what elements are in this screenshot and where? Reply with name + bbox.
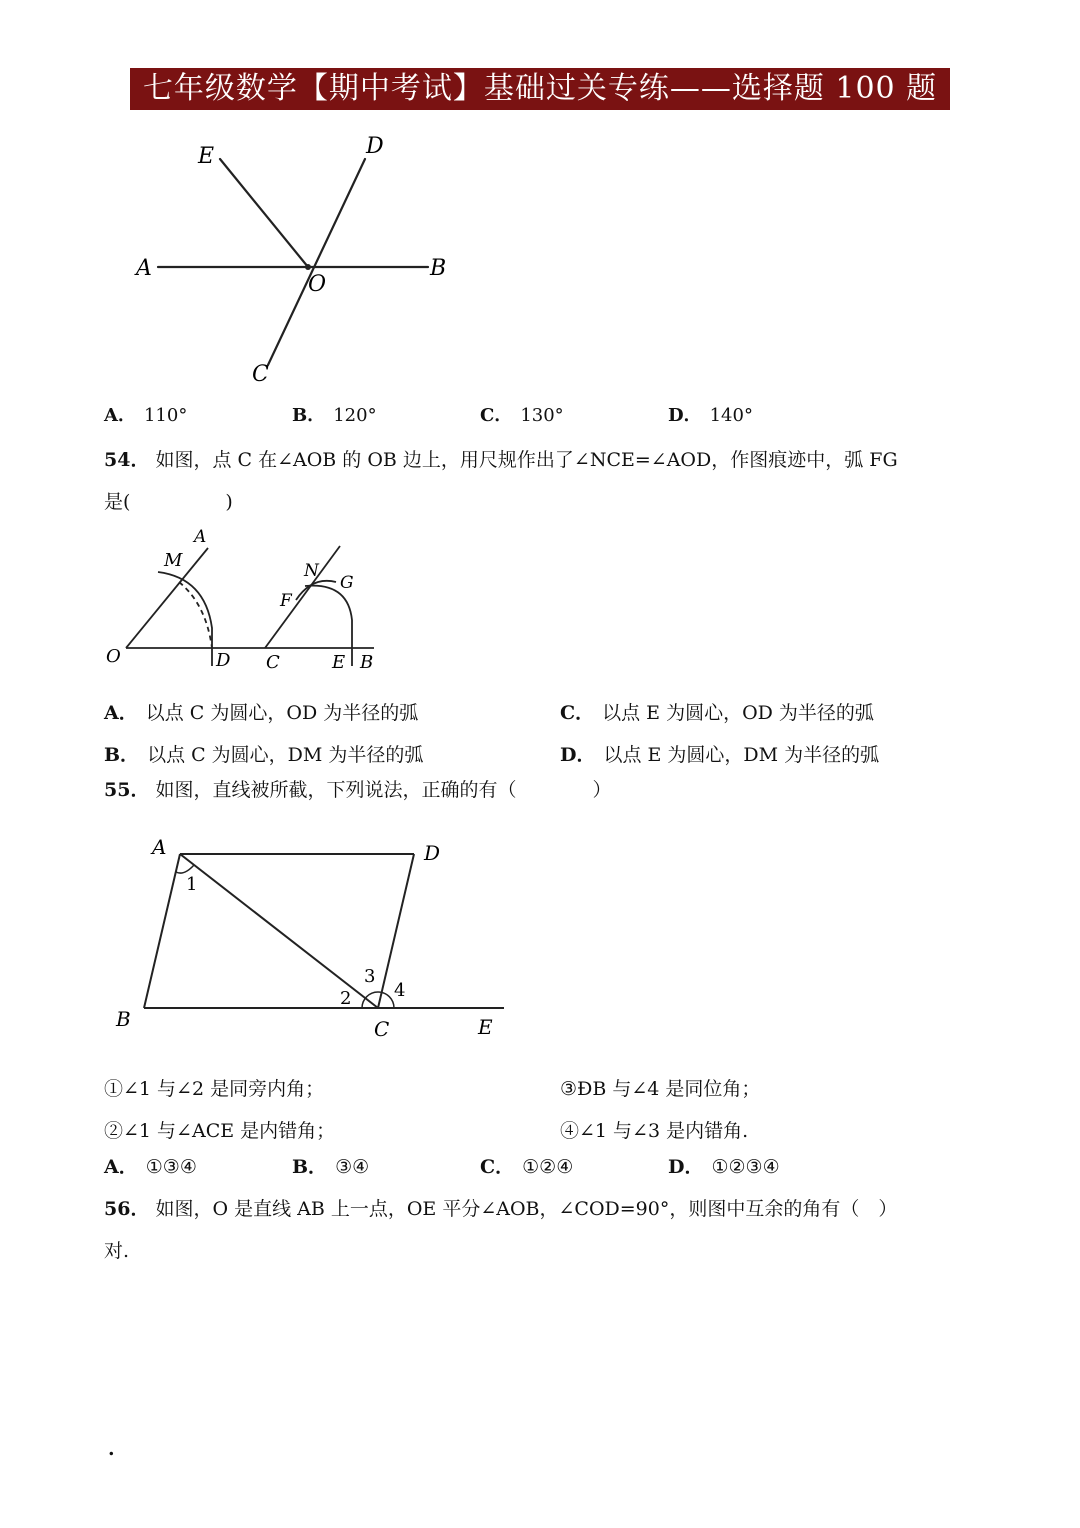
label-c: C — [252, 362, 269, 387]
q55-stem: 55． 如图，直线被所截，下列说法，正确的有（ ） — [104, 779, 612, 801]
label-e: E — [332, 652, 346, 673]
label-n: N — [304, 561, 319, 581]
label-a: A — [136, 256, 152, 281]
q53-option-c: C． 130° — [480, 405, 564, 426]
q55-statement-1: ①∠1 与∠2 是同旁内角； — [104, 1078, 325, 1100]
q55-option-d: D． ①②③④ — [668, 1156, 780, 1178]
label-b: B — [360, 652, 374, 673]
page-title: 七年级数学【期中考试】基础过关专练——选择题 100 题 — [142, 71, 938, 106]
label-angle-4: 4 — [394, 980, 406, 1001]
label-angle-2: 2 — [340, 988, 352, 1009]
label-angle-1: 1 — [186, 874, 198, 895]
point-o — [305, 264, 311, 270]
label-o: O — [308, 272, 327, 297]
label-angle-3: 3 — [364, 966, 376, 987]
label-f: F — [280, 591, 292, 611]
line-ac — [180, 854, 378, 1008]
q56-stem-line2: 对. — [104, 1240, 130, 1262]
ray-oe — [220, 159, 308, 267]
q53-option-d: D． 140° — [668, 405, 753, 426]
q54-stem-line1: 54． 如图，点 C 在∠AOB 的 OB 边上，用尺规作出了∠NCE=∠AOD，作图痕迹中，弧 FG — [104, 449, 898, 471]
label-d: D — [366, 134, 384, 159]
q55-option-b: B． ③④ — [292, 1156, 370, 1178]
q54-option-b: B． 以点 C 为圆心，DM 为半径的弧 — [104, 744, 424, 766]
angle-1-arc — [176, 865, 194, 873]
label-d: D — [216, 650, 231, 671]
arc-md — [158, 572, 212, 666]
line-dc — [268, 159, 365, 365]
q54-option-d: D． 以点 E 为圆心，DM 为半径的弧 — [560, 744, 880, 766]
label-b: B — [116, 1007, 131, 1031]
q55-option-c: C． ①②④ — [480, 1156, 574, 1178]
label-b: B — [430, 256, 447, 281]
label-e: E — [478, 1015, 493, 1039]
label-a: A — [194, 527, 207, 547]
q54-figure — [100, 520, 400, 680]
label-g: G — [340, 573, 354, 593]
q54-stem-line2: 是( ) — [104, 491, 233, 513]
label-m: M — [164, 550, 183, 571]
label-c: C — [374, 1017, 390, 1041]
q54-option-c: C． 以点 E 为圆心，OD 为半径的弧 — [560, 702, 874, 724]
line-ab — [144, 854, 180, 1008]
chord-md — [179, 582, 212, 648]
label-d: D — [424, 841, 441, 865]
q56-stem-line1: 56． 如图，O 是直线 AB 上一点，OE 平分∠AOB，∠COD=90°，则图中互余的角有（ ） — [104, 1198, 898, 1220]
q53-option-a: A． 110° — [104, 405, 188, 426]
label-e: E — [198, 144, 215, 169]
label-c: C — [266, 652, 280, 673]
q55-option-a: A． ①③④ — [104, 1156, 197, 1178]
q53-figure — [120, 125, 480, 395]
q55-figure — [100, 830, 520, 1050]
q55-statement-2: ②∠1 与∠ACE 是内错角； — [104, 1120, 336, 1142]
q53-option-b: B． 120° — [292, 405, 377, 426]
q55-statement-4: ④∠1 与∠3 是内错角. — [560, 1120, 749, 1142]
q54-option-a: A． 以点 C 为圆心，OD 为半径的弧 — [104, 702, 419, 724]
footer-dot: . — [108, 1438, 115, 1460]
q55-statement-3: ③ÐB 与∠4 是同位角； — [560, 1078, 761, 1100]
label-o: O — [106, 646, 121, 667]
ray-cn — [265, 546, 340, 648]
label-a: A — [152, 835, 167, 859]
page-title-banner — [130, 68, 950, 110]
